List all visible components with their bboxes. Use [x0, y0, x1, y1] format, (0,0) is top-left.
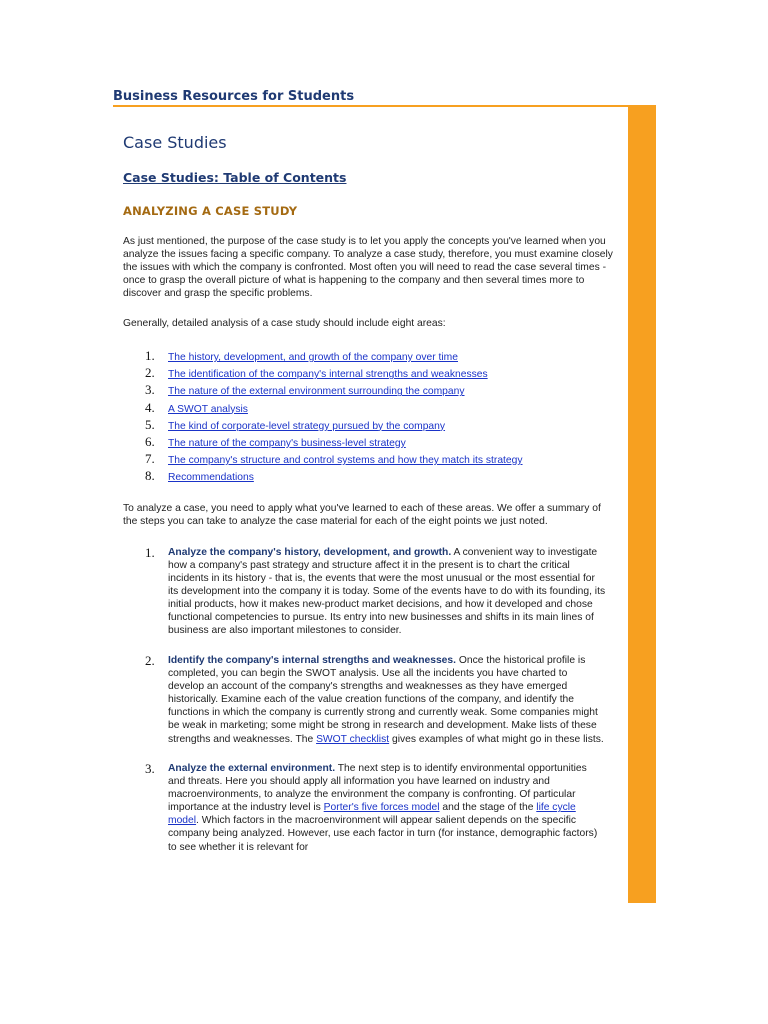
area-link-structure[interactable]: The company's structure and control systems and how they match its strategy	[168, 455, 523, 467]
list-item	[123, 451, 613, 468]
list-item	[123, 546, 613, 638]
step-body	[168, 654, 606, 746]
area-link-history[interactable]: The history, development, and growth of the company over time	[168, 352, 458, 363]
step-text: and the stage of the	[439, 802, 537, 814]
step-body	[168, 762, 606, 854]
list-number: 5.	[145, 416, 155, 432]
list-number: 2.	[145, 652, 155, 668]
list-number: 2.	[145, 365, 155, 381]
steps-list	[123, 546, 613, 854]
list-item	[123, 417, 613, 434]
site-header-title: Business Resources for Students	[113, 89, 355, 104]
swot-checklist-link[interactable]: SWOT checklist	[316, 733, 390, 745]
step-body	[168, 546, 606, 638]
area-link-corporate[interactable]: The kind of corporate-level strategy pursued by the company	[168, 420, 446, 432]
step-text: Once the historical profile is completed, you can begin the SWOT analysis. Use all the incidents you have charted to develop an account of the company's strengths and weaknesses as they have emerged historically. Examine each of the value creation functions of the company, and identify the functions in which the company is currently strong and currently weak. Some companies might be weak in marketing; some might be strong in research and development. Make lists of these strengths and weaknesses. The	[168, 654, 598, 745]
step-text: gives examples of what might go in these lists.	[389, 733, 604, 745]
list-item	[123, 468, 613, 485]
step-lead: Identify the company's internal strengths and weaknesses.	[168, 654, 456, 666]
right-accent-bar	[628, 106, 656, 903]
area-link-business[interactable]: The nature of the company's business-level strategy	[168, 437, 406, 449]
list-item	[123, 762, 613, 854]
step-text: A convenient way to investigate how a company's past strategy and structure affect it in the present is to chart the critical incidents in its history - that is, the events that were the most unusual or the most essential for its development into the company it is today. Some of the events have to do with its founding, its initial products, how it makes new-product market decisions, and how it developed and chose functional competencies to pursue. Its entry into new businesses and shifts in its main lines of business are also important milestones to consider.	[168, 546, 606, 637]
porters-five-forces-link[interactable]: Porter's five forces model	[323, 802, 440, 814]
page-title: Case Studies	[123, 133, 227, 152]
area-link-recommendations[interactable]: Recommendations	[168, 472, 254, 484]
step-lead: Analyze the external environment.	[168, 762, 336, 774]
list-number: 3.	[145, 382, 155, 398]
areas-list	[123, 348, 613, 486]
step-text: . Which factors in the macroenvironment will appear salient depends on the specific company being analyzed. However, use each factor in turn (for instance, demographic factors) to see whether it is relevant for	[168, 815, 598, 853]
list-number: 7.	[145, 451, 155, 467]
list-number: 3.	[145, 760, 155, 776]
list-number: 1.	[145, 348, 155, 363]
toc-link[interactable]: Case Studies: Table of Contents	[123, 170, 347, 185]
intro-paragraph: As just mentioned, the purpose of the case study is to let you apply the concepts you've learned when you analyze the issues facing a specific company. To analyze a case study, therefore, you must examine closely the issues with which the company is confronted. Most often you will need to read the case several times - once to grasp the overall picture of what is happening to the company and then several times more to discover and grasp the specific problems.	[123, 236, 613, 299]
list-item	[123, 348, 613, 365]
list-number: 4.	[145, 399, 155, 415]
list-number: 6.	[145, 433, 155, 449]
life-cycle-model-link[interactable]: life cycle model	[168, 802, 576, 827]
steps-intro-paragraph: To analyze a case, you need to apply what you've learned to each of these areas. We offer a summary of the steps you can take to analyze the case material for each of the eight points we just noted.	[123, 502, 601, 527]
main-content	[123, 106, 613, 870]
list-number: 1.	[145, 544, 155, 560]
list-item	[123, 382, 613, 399]
area-link-swot[interactable]: A SWOT analysis	[168, 403, 248, 415]
list-number: 8.	[145, 468, 155, 484]
area-link-external[interactable]: The nature of the external environment surrounding the company	[168, 386, 465, 398]
areas-intro-paragraph: Generally, detailed analysis of a case study should include eight areas:	[123, 318, 446, 329]
list-item	[123, 400, 613, 417]
list-item	[123, 365, 613, 382]
area-link-internal[interactable]: The identification of the company's internal strengths and weaknesses	[168, 369, 488, 381]
step-lead: Analyze the company's history, development, and growth.	[168, 546, 452, 558]
step-text: The next step is to identify environmental opportunities and threats. Here you should apply all information you have learned on industry and macroenvironments, to analyze the environment the company is confronting. Of particular importance at the industry level is	[168, 762, 587, 814]
list-item	[123, 434, 613, 451]
section-heading: ANALYZING A CASE STUDY	[123, 204, 298, 218]
list-item	[123, 654, 613, 746]
